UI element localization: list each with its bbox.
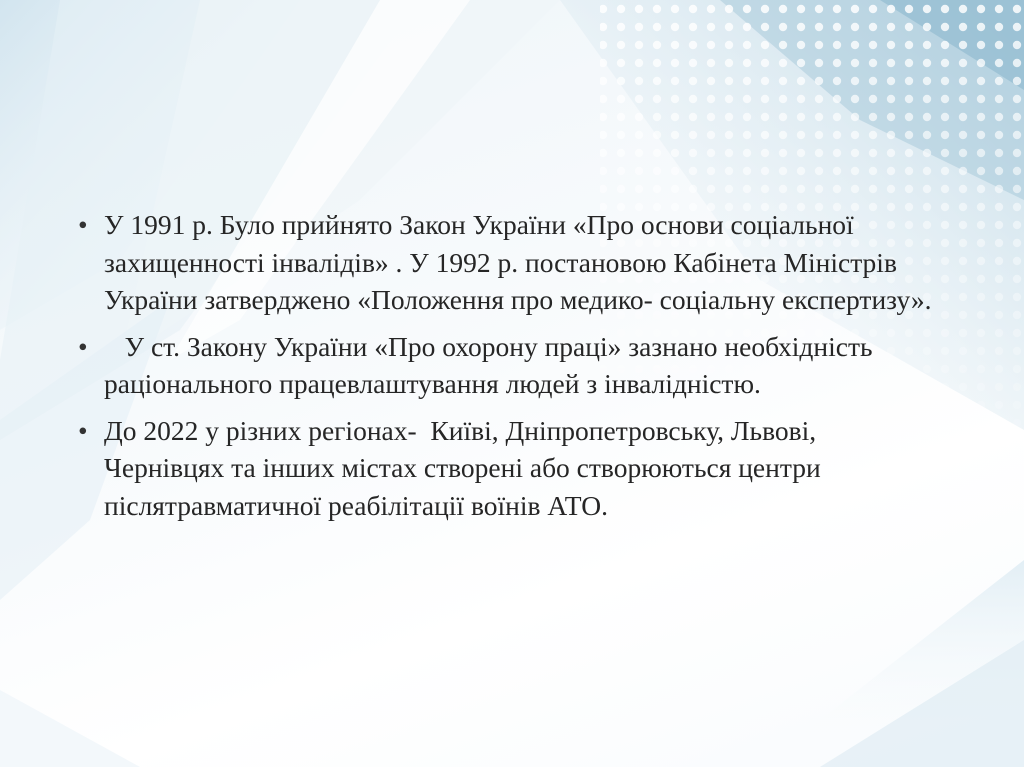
bullet-marker: •: [78, 330, 88, 362]
bullet-text: До 2022 у різних регіонах- Київі, Дніпропетровську, Львові, Чернівцях та інших містах створені або створюються центри післятравматичної реабілітації воїнів АТО.: [104, 414, 828, 521]
list-item: [78, 206, 938, 319]
list-item: [78, 412, 938, 525]
bullet-content: [78, 206, 938, 533]
bullet-list: [78, 206, 938, 524]
list-item: [78, 328, 938, 403]
bullet-marker: •: [78, 209, 88, 240]
bullet-marker: •: [78, 414, 88, 446]
bullet-text: У 1991 р. Було прийнято Закон України «Про основи соціальної захищенності інвалідів» . У 1992 р. постановою Кабінета Міністрів України затверджено «Положення про медико- соціальну експертизу».: [104, 209, 932, 315]
bullet-text: У ст. Закону України «Про охорону праці» зазнано необхідність раціонального працевлаштування людей з інвалідністю.: [104, 330, 880, 399]
